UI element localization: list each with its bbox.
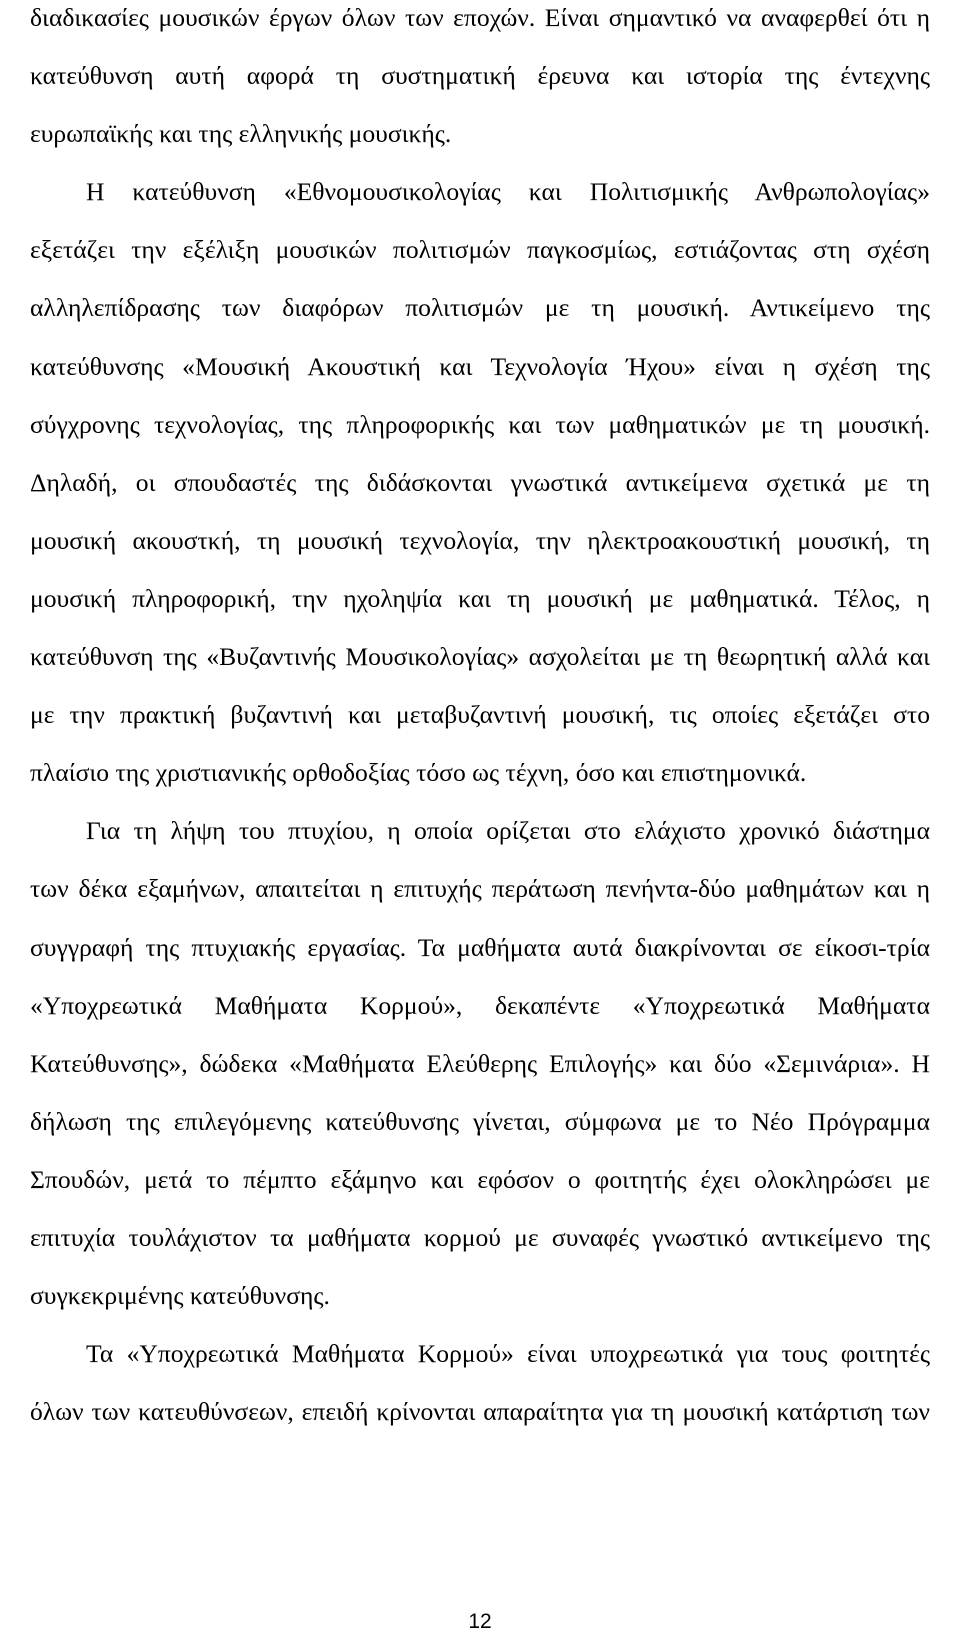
text-line: Κατεύθυνσης», δώδεκα «Μαθήματα Ελεύθερης Επιλογής» και δύο «Σεμινάρια». Η: [30, 1048, 930, 1078]
text-line: Δηλαδή, οι σπουδαστές της διδάσκονται γνωστικά αντικείμενα σχετικά με τη: [30, 467, 930, 497]
text-line: με την πρακτική βυζαντινή και μεταβυζαντινή μουσική, τις οποίες εξετάζει στο: [30, 700, 930, 730]
text-line: μουσική ακουστκή, τη μουσική τεχνολογία, την ηλεκτροακουστική μουσική, τη: [30, 525, 930, 555]
text-line: μουσική πληροφορική, την ηχοληψία και τη μουσική με μαθηματικά. Τέλος, η: [30, 583, 930, 613]
text-line: των δέκα εξαμήνων, απαιτείται η επιτυχής περάτωση πενήντα-δύο μαθημάτων και η: [30, 874, 930, 904]
text-line: εξετάζει την εξέλιξη μουσικών πολιτισμών παγκοσμίως, εστιάζοντας στη σχέση: [30, 235, 930, 265]
text-line: δήλωση της επιλεγόμενης κατεύθυνσης γίνεται, σύμφωνα με το Νέο Πρόγραμμα: [30, 1106, 930, 1136]
text-line: κατεύθυνση της «Βυζαντινής Μουσικολογίας» ασχολείται με τη θεωρητική αλλά και: [30, 642, 930, 672]
text-line: διαδικασίες μουσικών έργων όλων των εποχών. Είναι σημαντικό να αναφερθεί ότι η: [30, 3, 930, 32]
text-line: συγγραφή της πτυχιακής εργασίας. Τα μαθήματα αυτά διακρίνονται σε είκοσι-τρία: [30, 932, 930, 962]
text-line: Σπουδών, μετά το πέμπτο εξάμηνο και εφόσον ο φοιτητής έχει ολοκληρώσει με: [30, 1164, 930, 1194]
text-line: «Υποχρεωτικά Μαθήματα Κορμού», δεκαπέντε «Υποχρεωτικά Μαθήματα: [30, 990, 930, 1020]
text-line: ευρωπαϊκής και της ελληνικής μουσικής.: [30, 119, 452, 149]
text-line: Η κατεύθυνση «Εθνομουσικολογίας και Πολιτισμικής Ανθρωπολογίας»: [86, 177, 930, 207]
text-line: Τα «Υποχρεωτικά Μαθήματα Κορμού» είναι υποχρεωτικά για τους φοιτητές: [86, 1339, 930, 1369]
text-line: κατεύθυνση αυτή αφορά τη συστηματική έρευνα και ιστορία της έντεχνης: [30, 61, 930, 91]
text-line: πλαίσιο της χριστιανικής ορθοδοξίας τόσο ως τέχνη, όσο και επιστημονικά.: [30, 758, 807, 788]
page-number: 12: [468, 1610, 492, 1633]
text-line: συγκεκριμένης κατεύθυνσης.: [30, 1281, 330, 1311]
text-line: όλων των κατευθύνσεων, επειδή κρίνονται απαραίτητα για τη μουσική κατάρτιση των: [30, 1397, 930, 1427]
text-line: αλληλεπίδρασης των διαφόρων πολιτισμών με τη μουσική. Αντικείμενο της: [30, 293, 930, 323]
body-text: [30, 0, 930, 1448]
text-line: Για τη λήψη του πτυχίου, η οποία ορίζεται στο ελάχιστο χρονικό διάστημα: [86, 816, 930, 846]
text-line: σύγχρονης τεχνολογίας, της πληροφορικής και των μαθηματικών με τη μουσική.: [30, 409, 930, 439]
text-line: επιτυχία τουλάχιστον τα μαθήματα κορμού με συναφές γνωστικό αντικείμενο της: [30, 1222, 930, 1252]
text-line: κατεύθυνσης «Μουσική Ακουστική και Τεχνολογία Ήχου» είναι η σχέση της: [30, 351, 930, 381]
